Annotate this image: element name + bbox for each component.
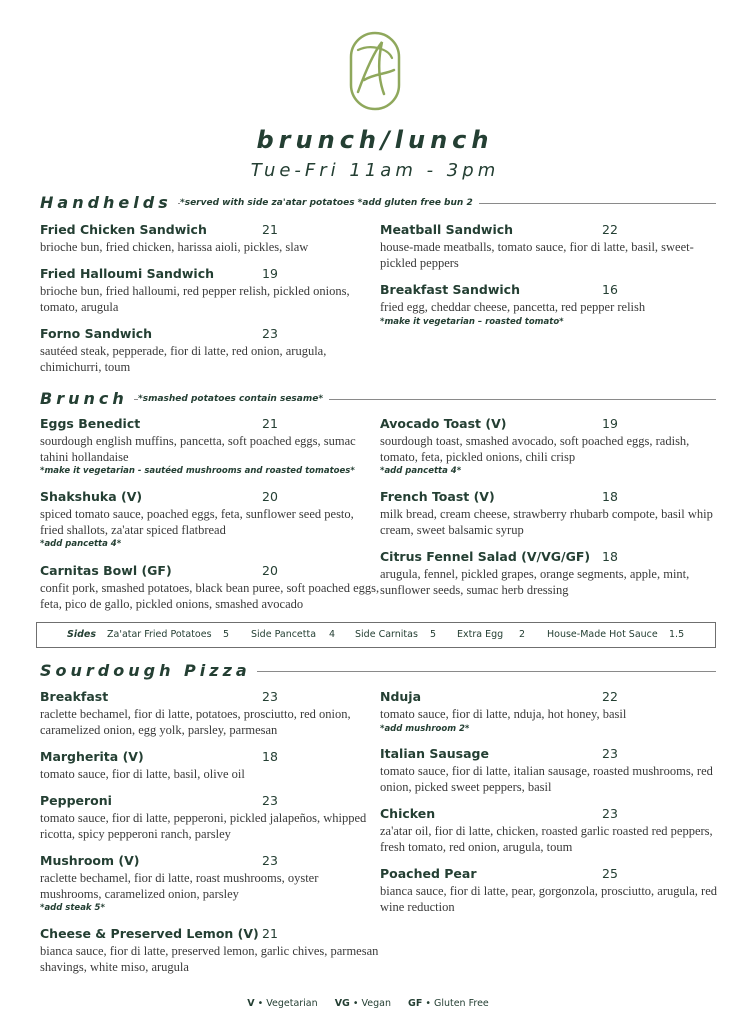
item-option: *add mushroom 2*: [380, 723, 470, 734]
section-note: *served with side za'atar potatoes *add gluten free bun 2: [180, 198, 479, 208]
item-description: tomato sauce, fior di latte, nduja, hot honey, basil: [380, 707, 627, 721]
item-name: Mushroom (V): [40, 853, 140, 868]
menu-item: [40, 793, 380, 842]
legend-v-label: Vegetarian: [266, 998, 318, 1009]
menu-item: [40, 326, 380, 375]
side-name: Side Carnitas: [355, 629, 418, 640]
menu-item: [380, 746, 720, 795]
item-price: 18: [262, 749, 278, 764]
restaurant-logo: [348, 30, 402, 112]
item-name: Pepperoni: [40, 793, 112, 808]
item-price: 20: [262, 489, 278, 504]
item-description: bianca sauce, fior di latte, preserved lemon, garlic chives, parmesan shavings, white miso, arugula: [40, 944, 379, 974]
item-price: 21: [262, 926, 278, 941]
menu-item: [380, 806, 720, 855]
side-price: 4: [329, 629, 336, 640]
item-price: 22: [602, 689, 618, 704]
side-price: 5: [430, 629, 437, 640]
menu-item: [40, 266, 380, 315]
sides-box: [36, 622, 716, 648]
item-name: Citrus Fennel Salad (V/VG/GF): [380, 549, 591, 564]
item-name: Meatball Sandwich: [380, 222, 514, 237]
legend-v-code: V: [247, 998, 255, 1009]
item-name: French Toast (V): [380, 489, 495, 504]
menu-item: [40, 416, 380, 478]
side-name: Za'atar Fried Potatoes: [107, 629, 212, 640]
item-price: 19: [262, 266, 278, 281]
section-title: Sourdough Pizza: [40, 661, 257, 680]
item-name: Breakfast Sandwich: [380, 282, 520, 297]
section-title: Handhelds: [40, 193, 178, 212]
menu-item: [380, 222, 720, 271]
item-price: 25: [602, 866, 618, 881]
item-description: confit pork, smashed potatoes, black bean puree, soft poached eggs, feta, pico de gallo, pickled onions, smashed avocado: [40, 581, 380, 611]
item-option: *add steak 5*: [40, 903, 105, 913]
item-description: raclette bechamel, fior di latte, potatoes, prosciutto, red onion, caramelized onion, egg yolk, parsley, parmesan: [40, 707, 351, 737]
item-option: *make it vegetarian – roasted tomato*: [380, 316, 564, 327]
item-name: Italian Sausage: [380, 746, 489, 761]
legend-gf-label: Gluten Free: [433, 998, 489, 1009]
item-description: milk bread, cream cheese, strawberry rhubarb compote, basil whip cream, sweet balsamic syrup: [380, 507, 713, 537]
section-pizza: [40, 661, 716, 681]
legend-vg-label: Vegan: [361, 998, 391, 1009]
menu-item: [380, 866, 720, 915]
menu-item: [380, 489, 720, 538]
item-description: brioche bun, fried halloumi, red pepper relish, pickled onions, tomato, arugula: [40, 284, 350, 314]
item-price: 23: [602, 806, 618, 821]
item-description: tomato sauce, fior di latte, pepperoni, pickled jalapeños, whipped ricotta, spicy pepperoni ranch, parsley: [40, 811, 367, 841]
dietary-legend: V • Vegetarian VG • Vegan GF • Gluten Free: [247, 998, 489, 1009]
item-option: *make it vegetarian - sautéed mushrooms and roasted tomatoes*: [40, 466, 355, 476]
item-price: 18: [602, 489, 618, 504]
item-description: spiced tomato sauce, poached eggs, feta, sunflower seed pesto, fried shallots, za'atar spiced flatbread: [40, 507, 354, 537]
item-option: *add pancetta 4*: [380, 466, 462, 476]
side-name: Extra Egg: [457, 629, 504, 640]
menu-item: [40, 563, 380, 612]
item-name: Fried Chicken Sandwich: [40, 222, 207, 237]
page-title: brunch/lunch: [256, 126, 494, 154]
item-price: 23: [262, 853, 278, 868]
item-name: Breakfast: [40, 689, 109, 704]
item-price: 19: [602, 416, 618, 431]
item-name: Chicken: [380, 806, 436, 821]
hours: Tue-Fri 11am - 3pm: [250, 160, 500, 181]
menu-item: [40, 853, 380, 915]
item-price: 21: [262, 416, 278, 431]
item-description: za'atar oil, fior di latte, chicken, roasted garlic roasted red peppers, fresh tomato, red onion, arugula, toum: [380, 824, 713, 854]
item-name: Margherita (V): [40, 749, 144, 764]
side-price: 5: [223, 629, 230, 640]
item-price: 16: [602, 282, 618, 297]
side-name: Side Pancetta: [251, 629, 317, 640]
item-description: sautéed steak, pepperade, fior di latte, red onion, arugula, chimichurri, toum: [40, 344, 327, 374]
menu-item: [40, 689, 380, 738]
item-option: *add pancetta 4*: [40, 539, 122, 549]
item-price: 23: [262, 689, 278, 704]
item-description: brioche bun, fried chicken, harissa aioli, pickles, slaw: [40, 240, 309, 254]
item-name: Eggs Benedict: [40, 416, 141, 431]
side-price: 2: [519, 629, 526, 640]
item-description: house-made meatballs, tomato sauce, fior di latte, basil, sweet-pickled peppers: [380, 240, 694, 270]
item-description: sourdough toast, smashed avocado, soft poached eggs, radish, tomato, feta, pickled onions, chili crisp: [380, 434, 690, 464]
menu-item: [40, 489, 380, 551]
menu-item: [380, 282, 720, 329]
item-price: 23: [262, 326, 278, 341]
item-name: Nduja: [380, 689, 422, 704]
section-brunch: [40, 389, 716, 409]
side-name: House-Made Hot Sauce: [547, 629, 658, 640]
section-title: Brunch: [40, 389, 134, 408]
menu-item: [40, 749, 380, 783]
item-name: Avocado Toast (V): [380, 416, 507, 431]
item-name: Carnitas Bowl (GF): [40, 563, 172, 578]
item-name: Forno Sandwich: [40, 326, 153, 341]
legend-gf-code: GF: [408, 998, 423, 1009]
item-description: raclette bechamel, fior di latte, roast mushrooms, oyster mushrooms, caramelized onion, parsley: [40, 871, 319, 901]
sides-label: Sides: [67, 629, 96, 640]
menu-item: [380, 549, 720, 598]
item-description: arugula, fennel, pickled grapes, orange segments, apple, mint, sunflower seeds, sumac herb dressing: [380, 567, 690, 597]
menu-item: [40, 222, 380, 256]
item-name: Cheese & Preserved Lemon (V): [40, 926, 259, 941]
item-price: 18: [602, 549, 618, 564]
item-name: Fried Halloumi Sandwich: [40, 266, 215, 281]
item-price: 23: [602, 746, 618, 761]
section-handhelds: [40, 193, 716, 213]
item-price: 20: [262, 563, 278, 578]
item-description: sourdough english muffins, pancetta, soft poached eggs, sumac tahini hollandaise: [40, 434, 356, 464]
section-note: *smashed potatoes contain sesame*: [138, 394, 329, 404]
item-name: Shakshuka (V): [40, 489, 143, 504]
menu-item: [40, 926, 380, 975]
menu-item: [380, 689, 720, 736]
item-description: tomato sauce, fior di latte, basil, olive oil: [40, 767, 245, 781]
item-price: 23: [262, 793, 278, 808]
item-description: fried egg, cheddar cheese, pancetta, red pepper relish: [380, 300, 646, 314]
item-price: 22: [602, 222, 618, 237]
item-description: bianca sauce, fior di latte, pear, gorgonzola, prosciutto, arugula, red wine reduction: [380, 884, 717, 914]
menu-item: [380, 416, 720, 478]
item-price: 21: [262, 222, 278, 237]
item-name: Poached Pear: [380, 866, 477, 881]
side-price: 1.5: [669, 629, 685, 640]
legend-vg-code: VG: [334, 998, 350, 1009]
item-description: tomato sauce, fior di latte, italian sausage, roasted mushrooms, red onion, picked sweet peppers, basil: [380, 764, 713, 794]
